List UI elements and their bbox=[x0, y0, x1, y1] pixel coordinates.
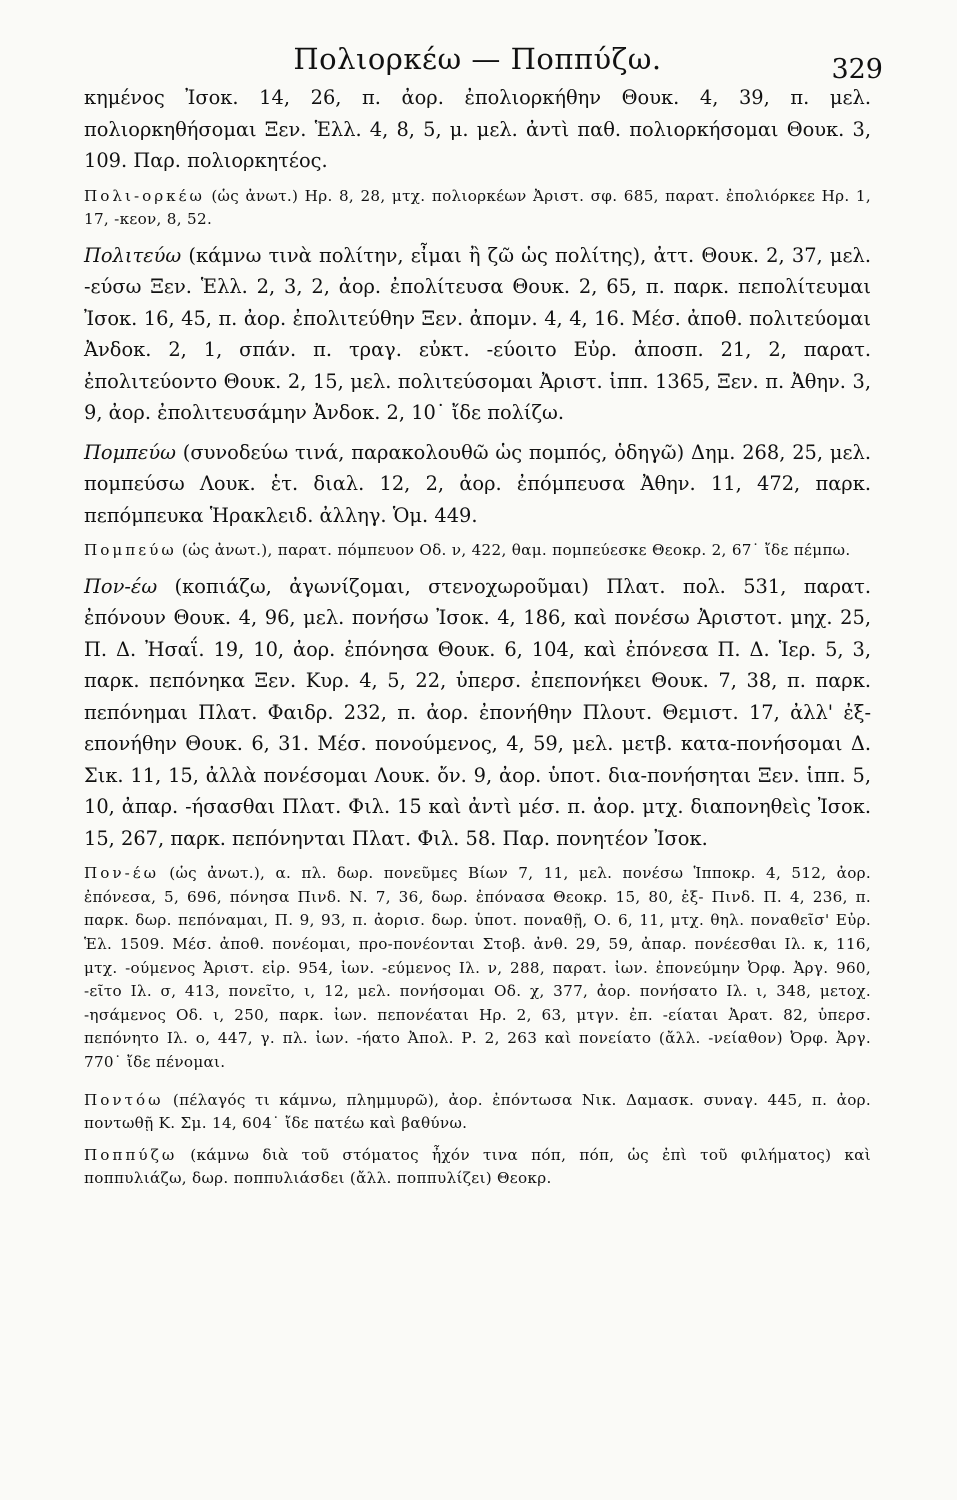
entry-politeuo bbox=[84, 240, 871, 429]
entry-pompeuo bbox=[84, 437, 871, 532]
running-title: Πολιορκέω — Ποππύζω. bbox=[293, 42, 662, 76]
entry-headword: Πομπεύω bbox=[84, 440, 176, 464]
page-number: 329 bbox=[831, 54, 883, 85]
entry-poneo bbox=[84, 571, 871, 855]
entry-headword: Πον-έω bbox=[84, 574, 158, 598]
entry-headword: Ποντόω bbox=[84, 1090, 164, 1109]
page-header bbox=[84, 30, 883, 85]
entry-headword: Πολιτεύω bbox=[84, 243, 182, 267]
entry-headword: Πομπεύω bbox=[84, 541, 177, 560]
entry-text: (κάμνω τινὰ πολίτην, εἶμαι ἢ ζῶ ὡς πολίτης), ἀττ. Θουκ. 2, 37, μελ. -εύσω Ξεν. Ἑλλ. 2, 3, 2, ἀορ. ἐπολίτευσα Θουκ. 2, 65, π. παρκ. πεπολίτευμαι Ἰσοκ. 16, 45, π. ἀορ. ἐπολιτεύθην Ξεν. ἀπομν. 4, 4, 16. Μέσ. ἀποθ. πολιτεύομαι Ἀνδοκ. 2, 1, σπάν. π. τραγ. εὐκτ. -εύοιτο Εὐρ. ἀποσπ. 21, 2, παρατ. ἐπολιτεύοντο Θουκ. 2, 15, μελ. πολιτεύσομαι Ἀριστ. ἱππ. 1365, Ξεν. π. Ἀθην. 3, 9, ἀορ. ἐπολιτευσάμην Ἀνδοκ. 2, 10˙ ἴδε πολίζω. bbox=[84, 243, 871, 425]
entry-text: (κάμνω διὰ τοῦ στόματος ἦχόν τινα πόπ, πόπ, ὡς ἐπὶ τοῦ φιλήματος) καὶ ποππυλιάζω, δωρ. ποππυλιάσδει (ἄλλ. ποππυλίζει) Θεοκρ. bbox=[84, 1145, 871, 1188]
entry-epic-pompeuo bbox=[84, 539, 871, 563]
entry-headword: Ποππύζω bbox=[84, 1145, 178, 1164]
entry-text: (κοπιάζω, ἀγωνίζομαι, στενοχωροῦμαι) Πλατ. πολ. 531, παρατ. ἐπόνουν Θουκ. 4, 96, μελ. πονήσω Ἰσοκ. 4, 186, καὶ πονέσω Ἀριστοτ. μηχ. 25, Π. Δ. Ἠσαΐ. 19, 10, ἀορ. ἐπόνησα Θουκ. 6, 104, καὶ ἐπόνεσα Π. Δ. Ἱερ. 5, 3, παρκ. πεπόνηκα Ξεν. Κυρ. 4, 5, 22, ὑπερσ. ἐπεπονήκει Θουκ. 7, 38, π. παρκ. πεπόνημαι Πλατ. Φαιδρ. 232, π. ἀορ. ἐπονήθην Πλουτ. Θεμιστ. 17, ἀλλ' ἐξ-επονήθην Θουκ. 6, 31. Μέσ. πονούμενος, 4, 59, μελ. μετβ. κατα-πονήσομαι Δ. Σικ. 11, 15, ἀλλὰ πονέσομαι Λουκ. ὄν. 9, ἀορ. ὑποτ. δια-πονήσηται Ξεν. ἱππ. 5, 10, ἀπαρ. -ήσασθαι Πλατ. Φιλ. 15 καὶ ἀντὶ μέσ. π. ἀορ. μτχ. διαπονηθεὶς Ἰσοκ. 15, 267, παρκ. πεπόνηνται Πλατ. Φιλ. 58. Παρ. πονητέον Ἰσοκ. bbox=[84, 574, 871, 850]
entry-epic-poneo bbox=[84, 862, 871, 1074]
entry-pontoo bbox=[84, 1089, 871, 1136]
entry-text: (ὡς ἀνωτ.) Ηρ. 8, 28, μτχ. πολιορκέων Ἀριστ. σφ. 685, παρατ. ἐπολιόρκεε Ηρ. 1, 17, -κεον, 8, 52. bbox=[84, 186, 871, 229]
entry-headword: Πολι-ορκέω bbox=[84, 186, 205, 205]
entry-text: (ὡς ἀνωτ.), α. πλ. δωρ. πονεῦμες Βίων 7, 11, μελ. πονέσω Ἱπποκρ. 4, 512, ἀορ. ἐπόνεσα, 5, 696, πόνησα Πινδ. Ν. 7, 36, δωρ. ἐπόνασα Θεοκρ. 15, 80, ἐξ- Πινδ. Π. 4, 236, π. παρκ. δωρ. πεπόναμαι, Π. 9, 93, π. ἀορισ. δωρ. ὑποτ. ποναθῇ, Ο. 6, 11, μτχ. θηλ. ποναθεῖσ' Εὐρ. Ἑλ. 1509. Μέσ. ἀποθ. πονέομαι, προ-πονέονται Στοβ. ἀνθ. 29, 59, ἀπαρ. πονέεσθαι Ιλ. κ, 116, μτχ. -ούμενος Ἀριστ. εἰρ. 954, ἰων. -εύμενος Ιλ. ν, 288, παρατ. ἰων. ἐπονεύμην Ὀρφ. Ἀργ. 960, -εῖτο Ιλ. σ, 413, πονεῖτο, ι, 12, μελ. πονήσομαι Οδ. χ, 377, ἀορ. πονήσατο Ιλ. ι, 348, μετοχ. -ησάμενος Οδ. ι, 250, παρκ. ἰων. πεπονέαται Ηρ. 2, 63, μτγν. ἐπ. -είαται Ἀρατ. 82, ὑπερσ. πεπόνητο Ιλ. ο, 447, γ. πλ. ἰων. -ήατο Ἀπολ. Ρ. 2, 263 καὶ πονείατο (ἄλλ. -νείαθον) Ὀρφ. Ἀργ. 770˙ ἴδε πένομαι. bbox=[84, 864, 871, 1072]
entry-text: (ὡς ἀνωτ.), παρατ. πόμπευον Οδ. ν, 422, θαμ. πομπεύεσκε Θεοκρ. 2, 67˙ ἴδε πέμπω. bbox=[176, 541, 851, 560]
entry-continuation bbox=[84, 82, 871, 177]
entry-text: κημένος Ἰσοκ. 14, 26, π. ἀορ. ἐπολιορκήθην Θουκ. 4, 39, π. μελ. πολιορκηθήσομαι Ξεν. Ἑλλ. 4, 8, 5, μ. μελ. ἀντὶ παθ. πολιορκήσομαι Θουκ. 3, 109. Παρ. πολιορκητέος. bbox=[84, 86, 871, 172]
entry-headword: Πον-έω bbox=[84, 864, 160, 883]
entry-text: (συνοδεύω τινά, παρακολουθῶ ὡς πομπός, ὁδηγῶ) Δημ. 268, 25, μελ. πομπεύσω Λουκ. ἑτ. διαλ. 12, 2, ἀορ. ἐπόμπευσα Ἀθην. 11, 472, παρκ. πεπόμπευκα Ἡρακλειδ. ἀλληγ. Ὁμ. 449. bbox=[84, 440, 871, 527]
entry-epic-poliorkeo bbox=[84, 185, 871, 232]
entry-poppyzo bbox=[84, 1144, 871, 1191]
entry-text: (πέλαγός τι κάμνω, πλημμυρῶ), ἀορ. ἐπόντωσα Νικ. Δαμασκ. συναγ. 445, π. ἀορ. ποντωθῇ Κ. Σμ. 14, 604˙ ἴδε πατέω καὶ βαθύνω. bbox=[84, 1090, 871, 1133]
